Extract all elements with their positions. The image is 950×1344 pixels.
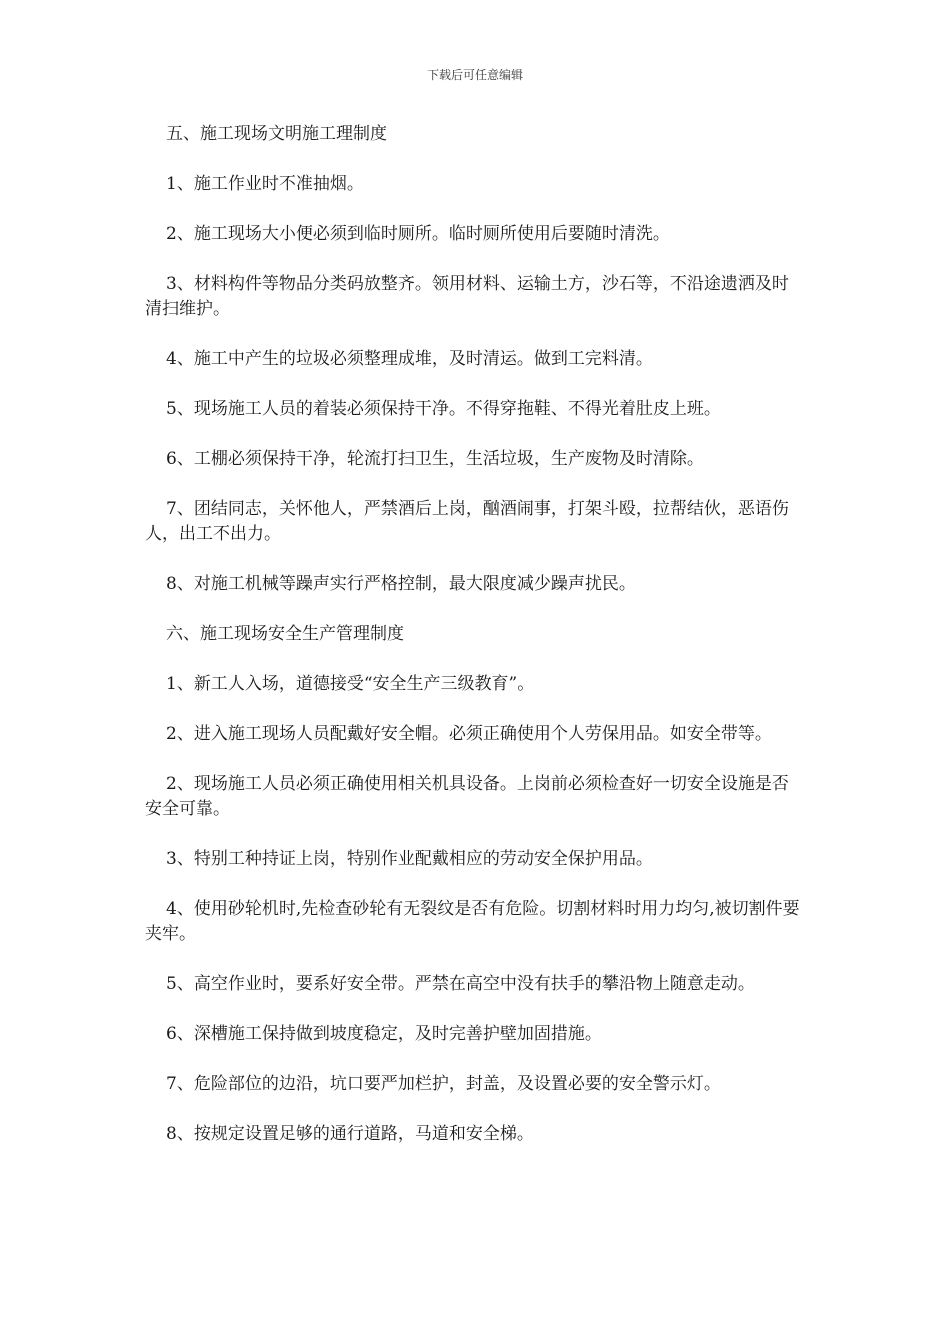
section-heading-6: 六、施工现场安全生产管理制度 <box>166 624 404 644</box>
rule-paragraph: 7、危险部位的边沿，坑口要严加栏护，封盖，及设置必要的安全警示灯。 <box>166 1074 721 1094</box>
rule-paragraph: 1、施工作业时不准抽烟。 <box>166 174 364 194</box>
page-header-note: 下载后可任意编辑 <box>426 68 523 82</box>
rule-paragraph: 5、现场施工人员的着装必须保持干净。不得穿拖鞋、不得光着肚皮上班。 <box>166 399 721 419</box>
rule-paragraph: 2、进入施工现场人员配戴好安全帽。必须正确使用个人劳保用品。如安全带等。 <box>166 724 772 744</box>
rule-paragraph: 8、对施工机械等躁声实行严格控制，最大限度减少躁声扰民。 <box>166 574 636 594</box>
document-body <box>145 122 805 1172</box>
rule-paragraph: 1、新工人入场，道德接受“安全生产三级教育”。 <box>166 674 535 694</box>
rule-paragraph: 2、施工现场大小便必须到临时厕所。临时厕所使用后要随时清洗。 <box>166 224 670 244</box>
rule-paragraph: 3、材料构件等物品分类码放整齐。领用材料、运输土方，沙石等，不沿途遗洒及时清扫维护。 <box>145 274 789 319</box>
rule-paragraph: 2、现场施工人员必须正确使用相关机具设备。上岗前必须检查好一切安全设施是否安全可靠。 <box>145 774 789 819</box>
rule-paragraph: 6、工棚必须保持干净，轮流打扫卫生，生活垃圾，生产废物及时清除。 <box>166 449 704 469</box>
rule-paragraph: 4、施工中产生的垃圾必须整理成堆，及时清运。做到工完料清。 <box>166 349 653 369</box>
rule-paragraph: 3、特别工种持证上岗，特别作业配戴相应的劳动安全保护用品。 <box>166 849 653 869</box>
rule-paragraph: 8、按规定设置足够的通行道路，马道和安全梯。 <box>166 1124 534 1144</box>
rule-paragraph: 5、高空作业时，要系好安全带。严禁在高空中没有扶手的攀沿物上随意走动。 <box>166 974 755 994</box>
rule-paragraph: 6、深槽施工保持做到坡度稳定，及时完善护壁加固措施。 <box>166 1024 602 1044</box>
rule-paragraph: 4、使用砂轮机时,先检查砂轮有无裂纹是否有危险。切割材料时用力均匀,被切割件要夹牢。 <box>145 899 800 944</box>
section-heading-5: 五、施工现场文明施工理制度 <box>166 124 387 144</box>
rule-paragraph: 7、团结同志，关怀他人，严禁酒后上岗，酗酒闹事，打架斗殴，拉帮结伙，恶语伤人，出工不出力。 <box>145 499 789 544</box>
